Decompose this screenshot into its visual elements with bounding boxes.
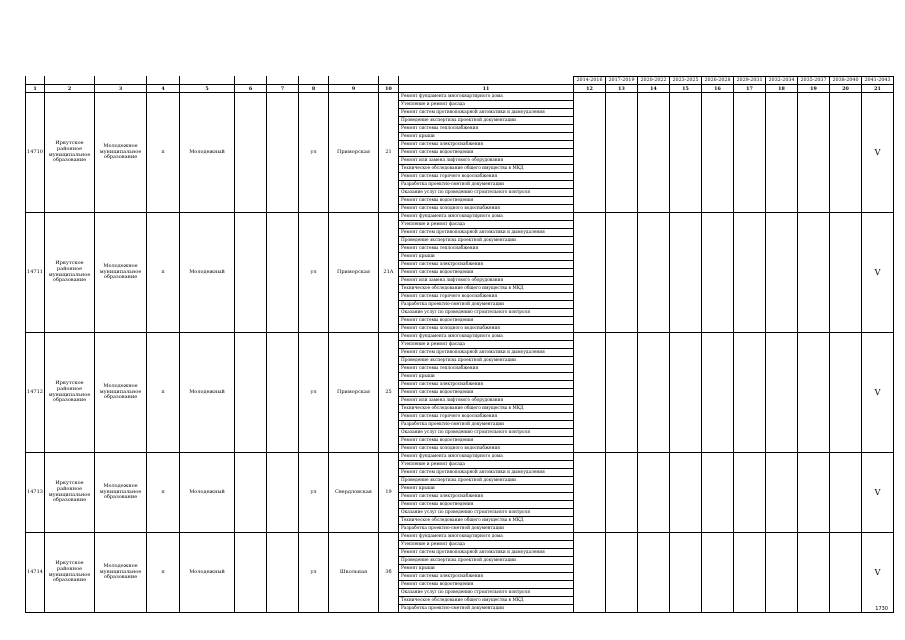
- period-empty-cell: [702, 213, 734, 333]
- work-item: Ремонт системы водоотведения: [399, 389, 573, 397]
- period-empty-cell: [638, 333, 670, 453]
- house-number-cell: 21А: [379, 213, 399, 333]
- locality-type-cell: п: [147, 533, 180, 613]
- table-row: [26, 93, 894, 213]
- period-empty-cell: [574, 453, 606, 533]
- period-empty-cell: [830, 213, 862, 333]
- locality-type-cell: п: [147, 453, 180, 533]
- work-item: Разработка проектно-сметной документации: [399, 421, 573, 429]
- period-empty-cell: [702, 453, 734, 533]
- street-cell: Свердловская: [329, 453, 379, 533]
- column-number-cell: 7: [267, 85, 299, 93]
- record-id-cell: 14712: [26, 333, 45, 453]
- column-number-cell: 14: [638, 85, 670, 93]
- settlement-cell: Молодежное муниципальное образование: [95, 333, 147, 453]
- settlement-cell: Молодежное муниципальное образование: [95, 213, 147, 333]
- period-empty-cell: [798, 533, 830, 613]
- period-empty-cell: [702, 333, 734, 453]
- work-item: Утепление и ремонт фасада: [399, 221, 573, 229]
- work-item: Проведение экспертизы проектной документации: [399, 557, 573, 565]
- period-header-row: [26, 77, 894, 85]
- period-empty-cell: [798, 213, 830, 333]
- period-empty-cell: [798, 93, 830, 213]
- street-cell: Приморская: [329, 213, 379, 333]
- period-mark-cell: V: [862, 533, 894, 613]
- work-item: Ремонт системы водоотведения: [399, 149, 573, 157]
- work-item: Ремонт систем противопожарной автоматики и дымоудаления: [399, 469, 573, 477]
- period-empty-cell: [606, 93, 638, 213]
- period-mark-cell: V: [862, 213, 894, 333]
- work-item: Ремонт системы водоотведения: [399, 581, 573, 589]
- period-blank-cell: [235, 77, 267, 85]
- work-item: Проведение экспертизы проектной документации: [399, 117, 573, 125]
- period-blank-cell: [329, 77, 379, 85]
- period-header-cell: 2023-2025: [670, 77, 702, 85]
- period-blank-cell: [180, 77, 235, 85]
- work-item: Техническое обследование общего имущества в МКД: [399, 517, 573, 525]
- period-empty-cell: [670, 533, 702, 613]
- work-item: Ремонт крыши: [399, 485, 573, 493]
- work-item: Разработка проектно-сметной документации: [401, 526, 504, 531]
- work-item: Ремонт системы электроснабжения: [399, 493, 573, 501]
- work-item: Ремонт системы холодного водоснабжения: [401, 446, 500, 451]
- locality-cell: Молодежный: [180, 333, 235, 453]
- period-empty-cell: [766, 533, 798, 613]
- locality-type-cell: п: [147, 93, 180, 213]
- district-cell: Иркутское районное муниципальное образование: [45, 453, 95, 533]
- record-id-cell: 14713: [26, 453, 45, 533]
- period-empty-cell: [670, 213, 702, 333]
- work-item: Ремонт фундамента многоквартирного дома: [399, 93, 573, 101]
- works-list-cell: [399, 453, 574, 533]
- column-number-cell: 9: [329, 85, 379, 93]
- column-number-cell: 4: [147, 85, 180, 93]
- record-id-cell: 14710: [26, 93, 45, 213]
- column-number-cell: 21: [862, 85, 894, 93]
- column-number-cell: 8: [299, 85, 329, 93]
- period-header-cell: 2038-2040: [830, 77, 862, 85]
- street-type-cell: ул: [299, 533, 329, 613]
- work-item: Ремонт крыши: [399, 253, 573, 261]
- period-mark-cell: V: [862, 453, 894, 533]
- district-cell: Иркутское районное муниципальное образование: [45, 213, 95, 333]
- period-blank-cell: [45, 77, 95, 85]
- period-empty-cell: [670, 453, 702, 533]
- work-item: Разработка проектно-сметной документации: [399, 181, 573, 189]
- period-empty-cell: [574, 213, 606, 333]
- work-item: Утепление и ремонт фасада: [399, 461, 573, 469]
- period-header-cell: 2035-2037: [798, 77, 830, 85]
- locality-type-cell: п: [147, 213, 180, 333]
- empty-cell: [235, 333, 267, 453]
- empty-cell: [267, 533, 299, 613]
- table-row: [26, 453, 894, 533]
- work-item: Ремонт системы холодного водоснабжения: [401, 206, 500, 211]
- period-empty-cell: [638, 533, 670, 613]
- period-empty-cell: [606, 533, 638, 613]
- column-number-cell: 6: [235, 85, 267, 93]
- column-number-cell: 15: [670, 85, 702, 93]
- works-list-cell: [399, 93, 574, 213]
- house-number-cell: 19: [379, 453, 399, 533]
- work-item: Ремонт крыши: [399, 373, 573, 381]
- district-cell: Иркутское районное муниципальное образование: [45, 533, 95, 613]
- column-number-cell: 1: [26, 85, 45, 93]
- column-number-cell: 11: [399, 85, 574, 93]
- column-number-cell: 16: [702, 85, 734, 93]
- period-mark-cell: V: [862, 93, 894, 213]
- column-number-cell: 18: [766, 85, 798, 93]
- work-item: Ремонт системы теплоснабжения: [399, 125, 573, 133]
- period-blank-cell: [267, 77, 299, 85]
- period-header-cell: 2020-2022: [638, 77, 670, 85]
- work-item: Ремонт системы электроснабжения: [399, 381, 573, 389]
- document-sheet: [25, 76, 894, 613]
- house-number-cell: 21: [379, 93, 399, 213]
- work-item: Ремонт системы холодного водоснабжения: [401, 326, 500, 331]
- empty-cell: [267, 453, 299, 533]
- column-number-cell: 20: [830, 85, 862, 93]
- work-item: Оказание услуг по проведению строительного контроля: [399, 429, 573, 437]
- column-number-cell: 17: [734, 85, 766, 93]
- period-empty-cell: [798, 453, 830, 533]
- work-item: Ремонт или замена лифтового оборудования: [399, 277, 573, 285]
- period-empty-cell: [766, 93, 798, 213]
- period-blank-cell: [26, 77, 45, 85]
- period-empty-cell: [734, 93, 766, 213]
- page-number: 1730: [875, 606, 888, 612]
- works-list-cell: [399, 533, 574, 613]
- street-type-cell: ул: [299, 93, 329, 213]
- period-header-cell: 2014-2016: [574, 77, 606, 85]
- table-row: [26, 533, 894, 613]
- street-cell: Школьная: [329, 533, 379, 613]
- empty-cell: [267, 333, 299, 453]
- column-number-row: [26, 85, 894, 93]
- record-id-cell: 14714: [26, 533, 45, 613]
- house-number-cell: 25: [379, 333, 399, 453]
- work-item: Ремонт системы водоотведения: [399, 317, 573, 325]
- work-item: Ремонт или замена лифтового оборудования: [399, 397, 573, 405]
- district-cell: Иркутское районное муниципальное образование: [45, 93, 95, 213]
- record-id-cell: 14711: [26, 213, 45, 333]
- work-item: Утепление и ремонт фасада: [399, 341, 573, 349]
- period-empty-cell: [830, 333, 862, 453]
- period-empty-cell: [830, 533, 862, 613]
- column-number-cell: 13: [606, 85, 638, 93]
- locality-cell: Молодежный: [180, 453, 235, 533]
- work-item: Ремонт систем противопожарной автоматики и дымоудаления: [399, 229, 573, 237]
- street-type-cell: ул: [299, 213, 329, 333]
- period-empty-cell: [574, 333, 606, 453]
- work-item: Ремонт системы водоотведения: [399, 501, 573, 509]
- period-header-cell: 2026-2028: [702, 77, 734, 85]
- period-empty-cell: [606, 213, 638, 333]
- period-blank-cell: [299, 77, 329, 85]
- period-header-cell: 2041-2043: [862, 77, 894, 85]
- settlement-cell: Молодежное муниципальное образование: [95, 453, 147, 533]
- empty-cell: [267, 93, 299, 213]
- table-row: [26, 333, 894, 453]
- work-item: Ремонт системы электроснабжения: [399, 261, 573, 269]
- period-blank-cell: [379, 77, 399, 85]
- work-item: Техническое обследование общего имущества в МКД: [399, 597, 573, 605]
- repair-schedule-table: [25, 76, 894, 613]
- table-row: [26, 213, 894, 333]
- work-item: Ремонт систем противопожарной автоматики и дымоудаления: [399, 549, 573, 557]
- work-item: Ремонт системы электроснабжения: [399, 573, 573, 581]
- empty-cell: [235, 213, 267, 333]
- work-item: Техническое обследование общего имущества в МКД: [399, 165, 573, 173]
- period-empty-cell: [734, 533, 766, 613]
- work-item: Ремонт системы водоотведения: [399, 269, 573, 277]
- work-item: Ремонт фундамента многоквартирного дома: [399, 213, 573, 221]
- work-item: Ремонт крыши: [399, 565, 573, 573]
- empty-cell: [235, 453, 267, 533]
- period-empty-cell: [606, 453, 638, 533]
- work-item: Ремонт систем противопожарной автоматики и дымоудаления: [399, 109, 573, 117]
- period-empty-cell: [638, 453, 670, 533]
- work-item: Ремонт системы водоотведения: [399, 437, 573, 445]
- work-item: Ремонт системы горячего водоснабжения: [399, 293, 573, 301]
- work-item: Техническое обследование общего имущества в МКД: [399, 285, 573, 293]
- house-number-cell: 3б: [379, 533, 399, 613]
- work-item: Ремонт крыши: [399, 133, 573, 141]
- column-number-cell: 3: [95, 85, 147, 93]
- locality-cell: Молодежный: [180, 93, 235, 213]
- street-cell: Приморская: [329, 93, 379, 213]
- period-empty-cell: [830, 93, 862, 213]
- work-item: Ремонт фундамента многоквартирного дома: [399, 333, 573, 341]
- period-empty-cell: [670, 93, 702, 213]
- empty-cell: [235, 93, 267, 213]
- period-empty-cell: [734, 333, 766, 453]
- period-empty-cell: [702, 93, 734, 213]
- column-number-cell: 5: [180, 85, 235, 93]
- empty-cell: [235, 533, 267, 613]
- work-item: Ремонт систем противопожарной автоматики и дымоудаления: [399, 349, 573, 357]
- work-item: Оказание услуг по проведению строительного контроля: [399, 509, 573, 517]
- column-number-cell: 2: [45, 85, 95, 93]
- work-item: Проведение экспертизы проектной документации: [399, 477, 573, 485]
- work-item: Ремонт фундамента многоквартирного дома: [399, 533, 573, 541]
- work-item: Ремонт системы теплоснабжения: [399, 365, 573, 373]
- period-blank-cell: [147, 77, 180, 85]
- period-empty-cell: [766, 453, 798, 533]
- work-item: Оказание услуг по проведению строительного контроля: [399, 589, 573, 597]
- settlement-cell: Молодежное муниципальное образование: [95, 93, 147, 213]
- locality-cell: Молодежный: [180, 213, 235, 333]
- column-number-cell: 19: [798, 85, 830, 93]
- locality-type-cell: п: [147, 333, 180, 453]
- period-blank-cell: [95, 77, 147, 85]
- period-mark-cell: V: [862, 333, 894, 453]
- locality-cell: Молодежный: [180, 533, 235, 613]
- period-empty-cell: [574, 533, 606, 613]
- period-empty-cell: [766, 213, 798, 333]
- period-empty-cell: [798, 333, 830, 453]
- empty-cell: [267, 213, 299, 333]
- period-empty-cell: [638, 213, 670, 333]
- street-cell: Приморская: [329, 333, 379, 453]
- work-item: Техническое обследование общего имущества в МКД: [399, 405, 573, 413]
- period-empty-cell: [766, 333, 798, 453]
- work-item: Проведение экспертизы проектной документации: [399, 237, 573, 245]
- work-item: Проведение экспертизы проектной документации: [399, 357, 573, 365]
- work-item: Утепление и ремонт фасада: [399, 541, 573, 549]
- column-number-cell: 12: [574, 85, 606, 93]
- work-item: Оказание услуг по проведению строительного контроля: [399, 309, 573, 317]
- work-item: Разработка проектно-сметной документации: [401, 606, 504, 611]
- period-header-cell: 2032-2034: [766, 77, 798, 85]
- work-item: Ремонт системы электроснабжения: [399, 141, 573, 149]
- column-number-cell: 10: [379, 85, 399, 93]
- work-item: Ремонт фундамента многоквартирного дома: [399, 453, 573, 461]
- period-empty-cell: [734, 213, 766, 333]
- period-header-cell: 2029-2031: [734, 77, 766, 85]
- street-type-cell: ул: [299, 333, 329, 453]
- works-list-cell: [399, 333, 574, 453]
- work-item: Оказание услуг по проведению строительного контроля: [399, 189, 573, 197]
- district-cell: Иркутское районное муниципальное образование: [45, 333, 95, 453]
- work-item: Ремонт или замена лифтового оборудования: [399, 157, 573, 165]
- street-type-cell: ул: [299, 453, 329, 533]
- work-item: Ремонт системы горячего водоснабжения: [399, 173, 573, 181]
- work-item: Разработка проектно-сметной документации: [399, 301, 573, 309]
- period-empty-cell: [638, 93, 670, 213]
- work-item: Ремонт системы теплоснабжения: [399, 245, 573, 253]
- period-empty-cell: [702, 533, 734, 613]
- works-list-cell: [399, 213, 574, 333]
- work-item: Утепление и ремонт фасада: [399, 101, 573, 109]
- period-empty-cell: [606, 333, 638, 453]
- settlement-cell: Молодежное муниципальное образование: [95, 533, 147, 613]
- work-item: Ремонт системы горячего водоснабжения: [399, 413, 573, 421]
- period-empty-cell: [670, 333, 702, 453]
- work-item: Ремонт системы водоотведения: [399, 197, 573, 205]
- period-empty-cell: [574, 93, 606, 213]
- period-blank-cell: [399, 77, 574, 85]
- period-empty-cell: [734, 453, 766, 533]
- period-empty-cell: [830, 453, 862, 533]
- period-header-cell: 2017-2019: [606, 77, 638, 85]
- table-body: [26, 93, 894, 613]
